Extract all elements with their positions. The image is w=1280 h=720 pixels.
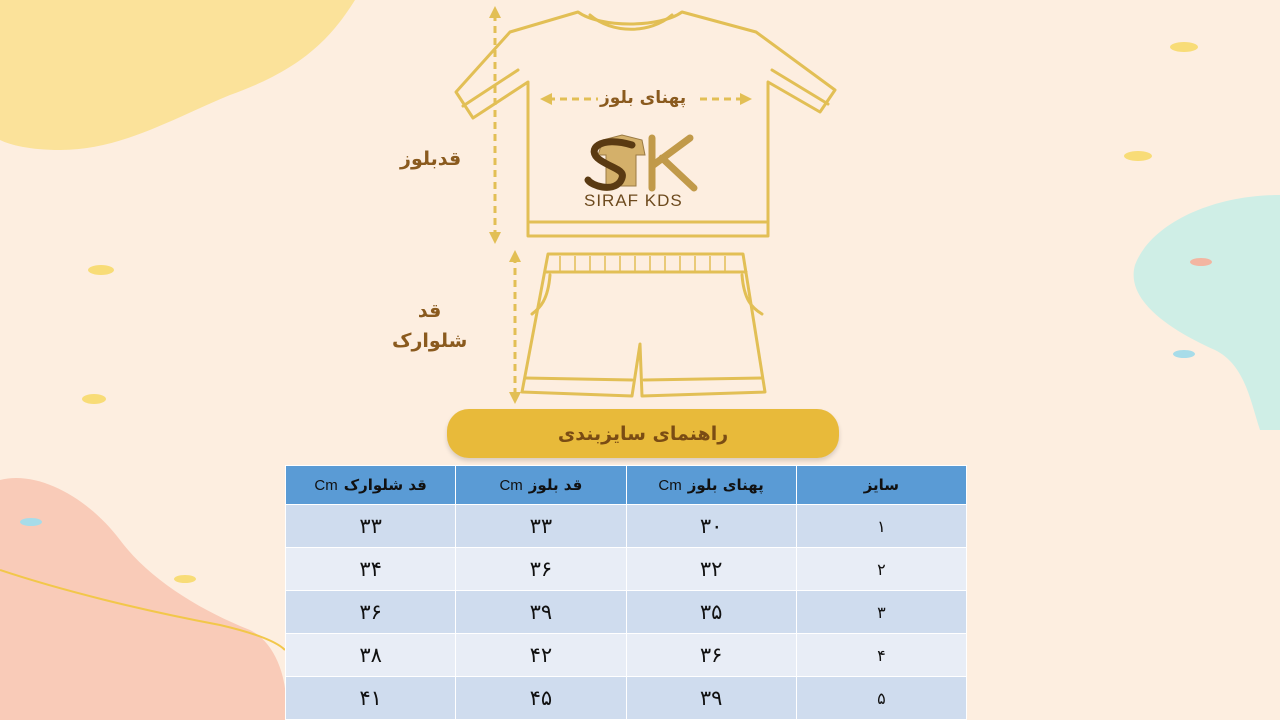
cell-pants-length: ۳۶ [286, 591, 456, 634]
blouse-width-label: پهنای بلوز [600, 88, 687, 108]
blouse-length-label: قدبلوز [400, 148, 462, 170]
cell-pants-length: ۳۴ [286, 548, 456, 591]
logo-text: SIRAF KDS [584, 191, 683, 210]
shorts-outline [522, 254, 765, 396]
shorts-hem-left [525, 378, 632, 380]
cell-pants-length: ۴۱ [286, 677, 456, 720]
cell-blouse-width: ۳۹ [626, 677, 796, 720]
cell-size: ۴ [796, 634, 966, 677]
pants-length-label-line2: شلوارک [392, 330, 468, 352]
cell-blouse-width: ۳۲ [626, 548, 796, 591]
cell-pants-length: ۳۳ [286, 505, 456, 548]
cell-size: ۳ [796, 591, 966, 634]
cell-blouse-length: ۳۳ [456, 505, 626, 548]
size-guide-title: راهنمای سایزبندی [447, 409, 839, 458]
table-header-row [286, 466, 967, 505]
pants-length-label [392, 296, 467, 356]
tshirt-collar [590, 15, 672, 29]
header-blouse-length: قد بلوزCm [456, 466, 626, 505]
table-row [286, 634, 967, 677]
cell-blouse-width: ۳۶ [626, 634, 796, 677]
cell-pants-length: ۳۸ [286, 634, 456, 677]
cell-blouse-length: ۴۵ [456, 677, 626, 720]
cell-size: ۲ [796, 548, 966, 591]
table-row [286, 505, 967, 548]
pants-length-label-line1: قد [417, 300, 442, 322]
header-blouse-width: پهنای بلوزCm [626, 466, 796, 505]
cell-blouse-length: ۳۹ [456, 591, 626, 634]
shorts-hem-right [644, 378, 762, 380]
cell-blouse-width: ۳۵ [626, 591, 796, 634]
cell-blouse-width: ۳۰ [626, 505, 796, 548]
size-table [285, 465, 967, 720]
table-row [286, 591, 967, 634]
cell-size: ۱ [796, 505, 966, 548]
header-pants-length: قد شلوارکCm [286, 466, 456, 505]
header-size: سایز [796, 466, 966, 505]
cell-blouse-length: ۴۲ [456, 634, 626, 677]
cell-size: ۵ [796, 677, 966, 720]
table-row [286, 677, 967, 720]
table-row [286, 548, 967, 591]
siraf-kids-logo-mark [588, 135, 694, 188]
cell-blouse-length: ۳۶ [456, 548, 626, 591]
